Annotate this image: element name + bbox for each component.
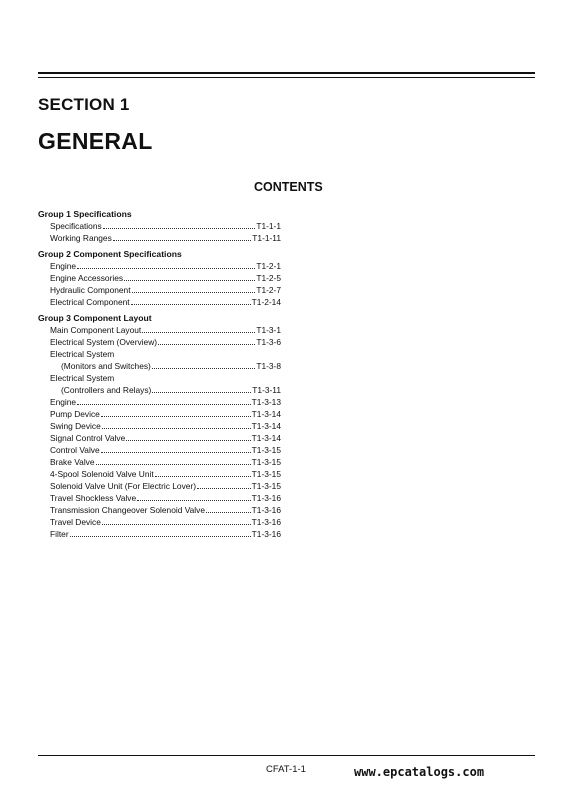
toc-entry[interactable] <box>38 272 281 284</box>
toc-entry[interactable] <box>38 336 281 348</box>
toc-entry-page: T1-3-16 <box>251 493 281 503</box>
toc-entry-label: 4-Spool Solenoid Valve Unit <box>50 469 154 479</box>
toc-entry-label: Electrical Component <box>50 297 130 307</box>
toc-entry-label: Solenoid Valve Unit (For Electric Lover) <box>50 481 196 491</box>
toc-entry[interactable] <box>38 372 281 384</box>
toc-entry[interactable] <box>38 220 281 232</box>
toc-dot-leader <box>77 404 251 405</box>
toc-entry-page: T1-3-13 <box>251 397 281 407</box>
toc-entry-label: Transmission Changeover Solenoid Valve <box>50 505 206 515</box>
toc-group <box>38 248 281 308</box>
toc-entry-label: Filter <box>50 529 69 539</box>
toc-entry-page: T1-3-8 <box>256 361 281 371</box>
toc-entry-label: Travel Device <box>50 517 101 527</box>
footer-watermark-url[interactable]: www.epcatalogs.com <box>354 765 485 779</box>
toc-dot-leader <box>101 452 251 453</box>
toc-entry[interactable] <box>38 260 281 272</box>
toc-entry[interactable] <box>38 348 281 360</box>
toc-dot-leader <box>126 440 250 441</box>
toc-entry-label: (Controllers and Relays) <box>61 385 152 395</box>
toc-dot-leader <box>131 304 251 305</box>
toc-dot-leader <box>142 332 255 333</box>
toc-entry[interactable] <box>38 408 281 420</box>
toc-entry-page: T1-3-11 <box>252 385 281 395</box>
toc-entry-label: Electrical System (Overview) <box>50 337 158 347</box>
toc-entry[interactable] <box>38 516 281 528</box>
toc-entry-label: Electrical System <box>50 373 115 383</box>
toc-dot-leader <box>132 292 256 293</box>
toc-entry-label: Control Valve <box>50 445 100 455</box>
toc-entry-label: Hydraulic Component <box>50 285 131 295</box>
toc-entry-label: Engine <box>50 397 77 407</box>
toc-entry-page: T1-3-6 <box>256 337 281 347</box>
toc-entry-page: T1-3-15 <box>251 445 281 455</box>
toc-entry-label: Specifications <box>50 221 102 231</box>
toc-entry-label: Engine Accessories <box>50 273 124 283</box>
toc-entry[interactable] <box>38 480 281 492</box>
toc-entry-page: T1-3-1 <box>256 325 281 335</box>
toc-entry[interactable] <box>38 468 281 480</box>
toc-entry[interactable] <box>38 384 281 396</box>
toc-dot-leader <box>124 280 255 281</box>
toc-entry-page: T1-2-14 <box>251 297 281 307</box>
toc-group <box>38 312 281 540</box>
toc-dot-leader <box>113 240 252 241</box>
toc-entry-label: Working Ranges <box>50 233 112 243</box>
toc-group <box>38 208 281 244</box>
toc-entry[interactable] <box>38 360 281 372</box>
section-title: GENERAL <box>38 128 153 154</box>
toc-entry[interactable] <box>38 456 281 468</box>
section-label: SECTION 1 <box>38 95 130 114</box>
toc-entry[interactable] <box>38 232 281 244</box>
toc-entry-page: T1-3-15 <box>251 457 281 467</box>
toc-entry-page: T1-3-15 <box>251 469 281 479</box>
toc-group-title: Group 1 Specifications <box>38 209 132 219</box>
toc-entry-label: Travel Shockless Valve <box>50 493 137 503</box>
toc-entry[interactable] <box>38 492 281 504</box>
toc-entry-label: Signal Control Valve <box>50 433 126 443</box>
toc-dot-leader <box>206 512 251 513</box>
toc-dot-leader <box>102 524 251 525</box>
toc-dot-leader <box>158 344 255 345</box>
toc-dot-leader <box>70 536 251 537</box>
toc-entry-page: T1-3-14 <box>251 433 281 443</box>
toc-entry-page: T1-2-1 <box>256 261 281 271</box>
toc-entry[interactable] <box>38 296 281 308</box>
toc-entry-label: Swing Device <box>50 421 101 431</box>
toc-entry-label: (Monitors and Switches) <box>61 361 151 371</box>
toc-group-title: Group 2 Component Specifications <box>38 249 182 259</box>
toc-entry-page: T1-3-16 <box>251 505 281 515</box>
toc-entry[interactable] <box>38 528 281 540</box>
toc-entry[interactable] <box>38 444 281 456</box>
toc-entry[interactable] <box>38 324 281 336</box>
toc-dot-leader <box>152 392 251 393</box>
toc-entry-page: T1-1-1 <box>256 221 281 231</box>
toc-entry-label: Pump Device <box>50 409 100 419</box>
header-rule-thin <box>38 77 535 78</box>
toc-dot-leader <box>103 228 256 229</box>
toc-entry-page: T1-2-5 <box>256 273 281 283</box>
toc-entry-page: T1-1-11 <box>252 233 281 243</box>
toc-entry-page: T1-2-7 <box>256 285 281 295</box>
header-rule-thick <box>38 72 535 74</box>
toc-entry-page: T1-3-14 <box>251 409 281 419</box>
toc-entry-label: Brake Valve <box>50 457 95 467</box>
toc-entry-label: Engine <box>50 261 77 271</box>
footer-rule <box>38 755 535 756</box>
toc-entry-label: Main Component Layout <box>50 325 142 335</box>
toc-entry-page: T1-3-16 <box>251 517 281 527</box>
toc-dot-leader <box>102 428 251 429</box>
table-of-contents <box>38 208 281 544</box>
toc-dot-leader <box>155 476 251 477</box>
toc-dot-leader <box>96 464 251 465</box>
toc-entry[interactable] <box>38 432 281 444</box>
toc-dot-leader <box>101 416 251 417</box>
toc-entry[interactable] <box>38 284 281 296</box>
toc-entry-page: T1-3-15 <box>251 481 281 491</box>
toc-entry-label: Electrical System <box>50 349 115 359</box>
footer-page-id: CFAT-1-1 <box>266 764 306 775</box>
toc-dot-leader <box>152 368 255 369</box>
toc-entry-page: T1-3-14 <box>251 421 281 431</box>
toc-entry-page: T1-3-16 <box>251 529 281 539</box>
contents-heading: CONTENTS <box>254 180 323 194</box>
toc-entry[interactable] <box>38 396 281 408</box>
toc-dot-leader <box>197 488 251 489</box>
toc-dot-leader <box>137 500 251 501</box>
toc-entry[interactable] <box>38 504 281 516</box>
toc-dot-leader <box>77 268 255 269</box>
toc-entry[interactable] <box>38 420 281 432</box>
toc-group-title: Group 3 Component Layout <box>38 313 152 323</box>
